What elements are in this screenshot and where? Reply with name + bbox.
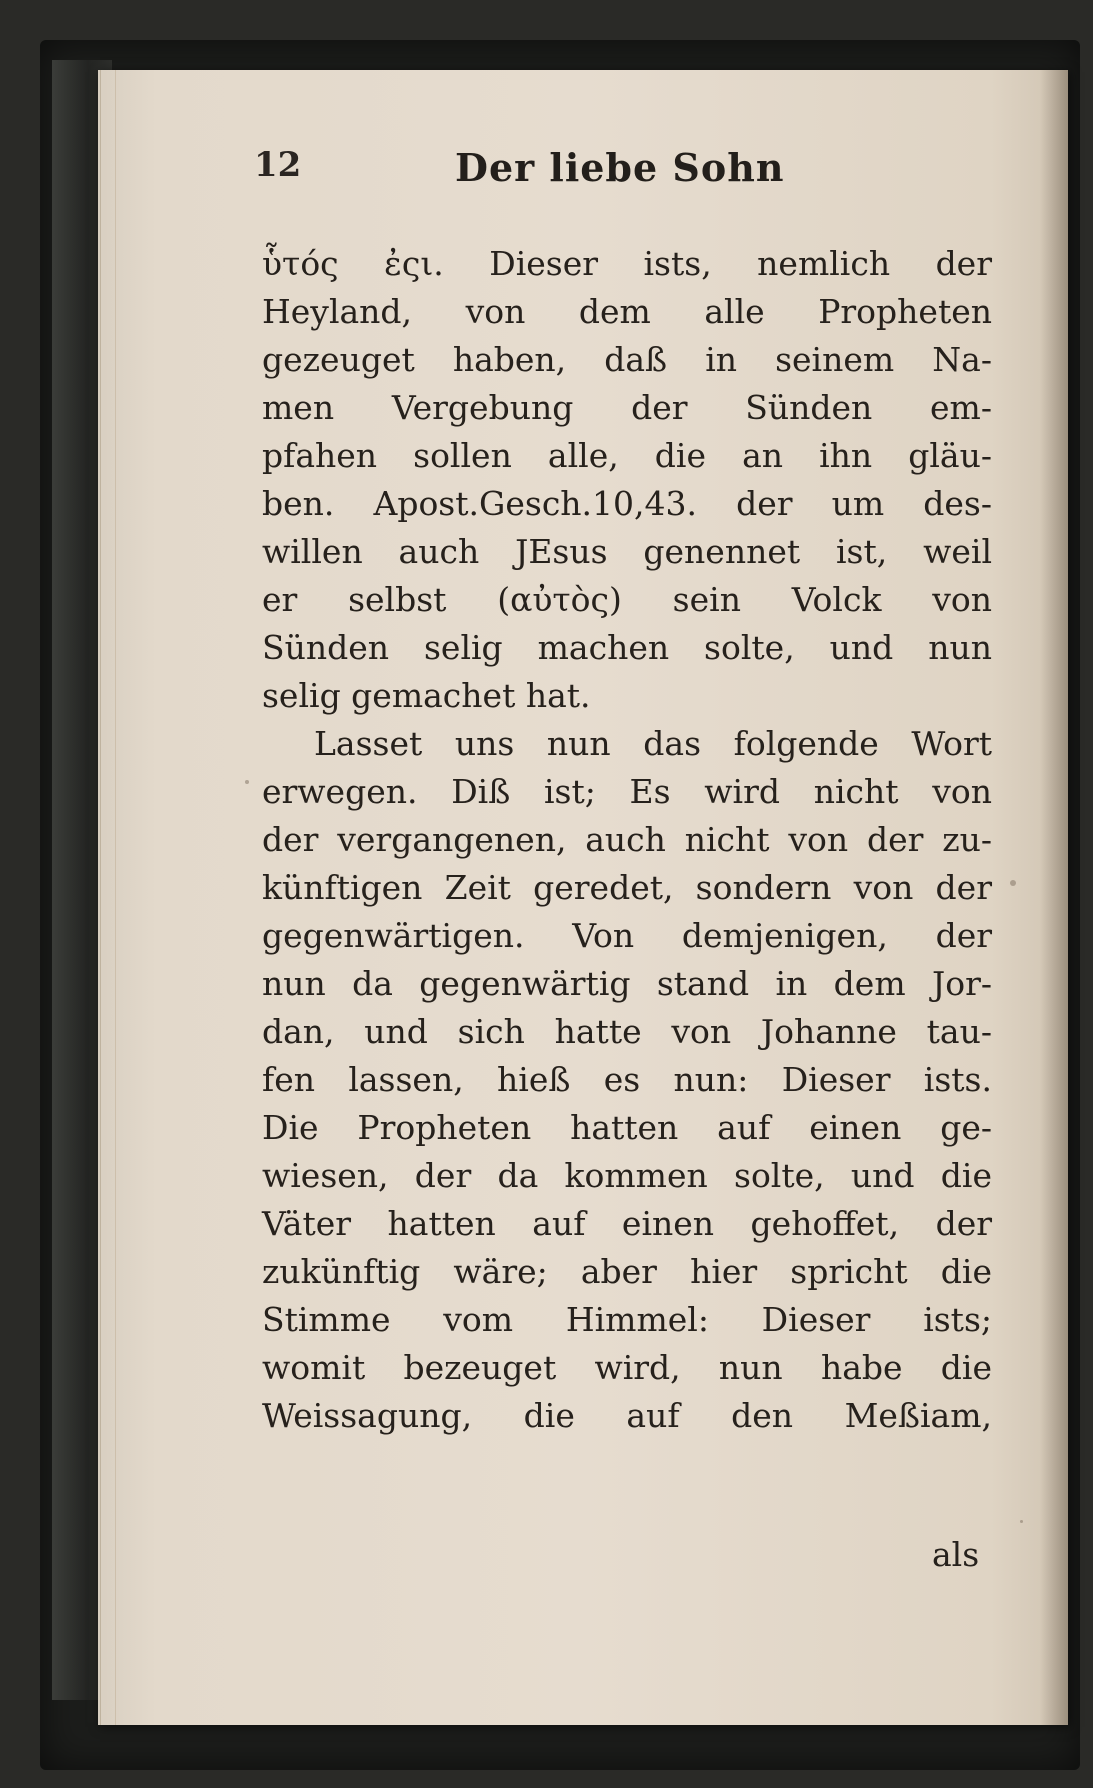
text-line: er selbst (αὐτὸς) sein Volck von [262, 580, 992, 619]
text-line: Stimme vom Himmel: Dieser ists; [262, 1300, 992, 1339]
body-text [262, 240, 992, 1440]
text-line: gegenwärtigen. Von demjenigen, der [262, 916, 992, 955]
page-number: 12 [254, 145, 302, 185]
page-edge-lines [100, 70, 116, 1725]
text-line: Weissagung, die auf den Meßiam, [262, 1396, 992, 1435]
text-line: wiesen, der da kommen solte, und die [262, 1156, 992, 1195]
running-head: Der liebe Sohn [455, 145, 785, 190]
text-line: gezeuget haben, daß in seinem Na- [262, 340, 992, 379]
gutter-fold [1040, 70, 1068, 1725]
text-line: fen lassen, hieß es nun: Dieser ists. [262, 1060, 992, 1099]
page-header [0, 145, 1093, 195]
text-line: ben. Apost.Gesch.10,43. der um des- [262, 484, 992, 523]
catchword: als [932, 1535, 980, 1574]
text-line: Die Propheten hatten auf einen ge- [262, 1108, 992, 1147]
text-line: womit bezeuget wird, nun habe die [262, 1348, 992, 1387]
text-line: Lasset uns nun das folgende Wort [314, 724, 992, 763]
text-line: Väter hatten auf einen gehoffet, der [262, 1204, 992, 1243]
text-line: nun da gegenwärtig stand in dem Jor- [262, 964, 992, 1003]
paper-speck [245, 780, 249, 784]
paper-speck [1010, 880, 1016, 886]
paper-speck [1020, 1520, 1023, 1523]
text-line: dan, und sich hatte von Johanne tau- [262, 1012, 992, 1051]
text-line: künftigen Zeit geredet, sondern von der [262, 868, 992, 907]
text-line: willen auch JEsus genennet ist, weil [262, 532, 992, 571]
text-line: men Vergebung der Sünden em- [262, 388, 992, 427]
text-line: selig gemachet hat. [262, 676, 591, 715]
text-line: erwegen. Diß ist; Es wird nicht von [262, 772, 992, 811]
text-line: ὗτός ἐςι. Dieser ists, nemlich der [262, 244, 992, 283]
text-line: zukünftig wäre; aber hier spricht die [262, 1252, 992, 1291]
text-line: pfahen sollen alle, die an ihn gläu- [262, 436, 992, 475]
text-line: der vergangenen, auch nicht von der zu- [262, 820, 992, 859]
text-line: Sünden selig machen solte, und nun [262, 628, 992, 667]
text-line: Heyland, von dem alle Propheten [262, 292, 992, 331]
